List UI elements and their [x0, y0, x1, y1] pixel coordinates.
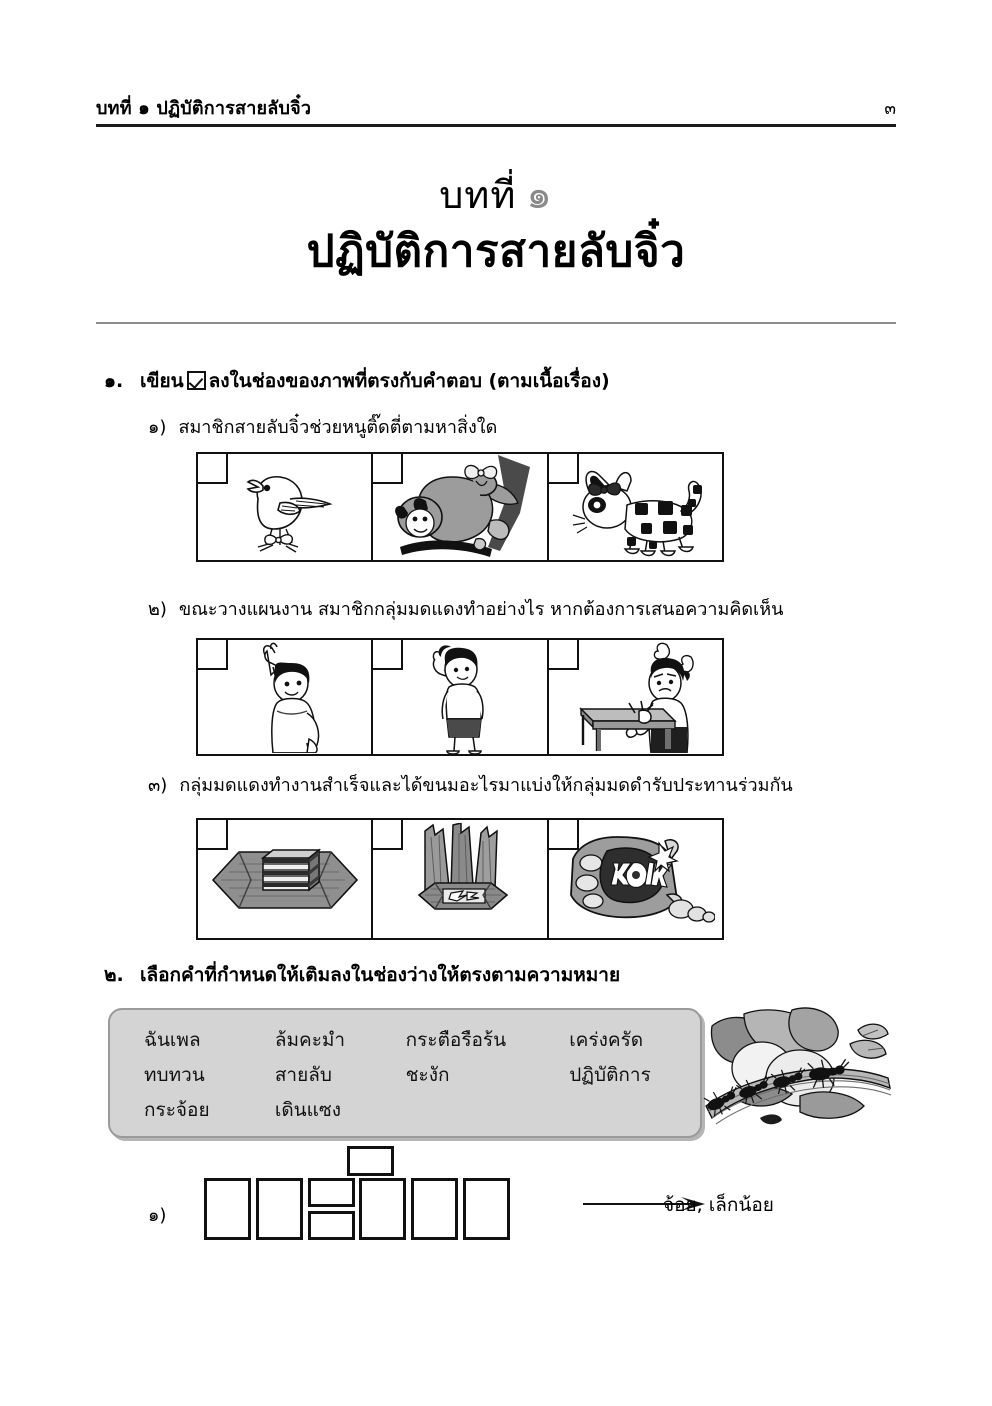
chapter-title-block	[96, 172, 896, 279]
word-bank-word[interactable]: กระจ้อย	[144, 1098, 210, 1121]
exercise-1-number: ๑.	[104, 370, 124, 392]
option-cell[interactable]	[549, 640, 722, 754]
chapter-number: ๑	[526, 172, 553, 218]
word-bank-word[interactable]: กระตือรือร้น	[405, 1028, 507, 1051]
exercise-1-instruction	[140, 366, 610, 396]
question-1-1	[148, 412, 497, 441]
puzzle-row-1	[148, 1148, 908, 1252]
puzzle-number: ๑)	[148, 1205, 167, 1226]
word-bank-word[interactable]: เคร่งครัด	[569, 1028, 644, 1051]
question-1-2-text: ขณะวางแผนงาน สมาชิกกลุ่มมดแดงทำอย่างไร หากต้องการเสนอความคิดเห็น	[178, 599, 784, 620]
question-1-3-options	[196, 818, 724, 940]
question-1-1-number: ๑)	[148, 417, 167, 438]
option-checkbox[interactable]	[549, 454, 579, 484]
header-divider	[96, 124, 896, 127]
question-1-2-options	[196, 638, 724, 756]
word-bank-word[interactable]: เดินแซง	[274, 1098, 342, 1121]
ants-on-branch-icon	[700, 1000, 895, 1148]
option-cell[interactable]	[549, 820, 722, 938]
exercise-1-heading	[104, 366, 610, 396]
option-cell[interactable]	[549, 454, 722, 560]
option-cell[interactable]	[373, 454, 548, 560]
puzzle-cell[interactable]	[359, 1178, 406, 1240]
option-checkbox[interactable]	[373, 454, 403, 484]
exercise-2-heading	[104, 960, 620, 990]
chapter-label: บทที่	[439, 173, 517, 217]
option-checkbox[interactable]	[549, 820, 579, 850]
puzzle-cell-upper-half[interactable]	[308, 1178, 355, 1207]
word-bank-word[interactable]: ชะงัก	[405, 1063, 450, 1086]
option-checkbox[interactable]	[549, 640, 579, 670]
question-1-1-options	[196, 452, 724, 562]
exercise-1-instruction-before: เขียน	[140, 370, 184, 392]
word-bank-word[interactable]: ฉันเพล	[144, 1028, 201, 1051]
word-bank-word[interactable]: ล้มคะมำ	[274, 1028, 346, 1051]
question-1-2	[148, 594, 783, 623]
option-checkbox[interactable]	[198, 640, 228, 670]
option-checkbox[interactable]	[198, 820, 228, 850]
word-bank-word[interactable]: ทบทวน	[144, 1063, 205, 1086]
puzzle-cell[interactable]	[256, 1178, 303, 1240]
word-bank-word[interactable]: ปฏิบัติการ	[569, 1063, 651, 1086]
page-title: ปฏิบัติการสายลับจิ๋ว	[306, 226, 686, 277]
checkmark-box-icon	[187, 371, 206, 390]
puzzle-cell[interactable]	[204, 1178, 251, 1240]
question-1-2-number: ๒)	[148, 599, 167, 620]
option-cell[interactable]	[198, 454, 373, 560]
chapter-label-line	[96, 172, 896, 218]
option-checkbox[interactable]	[373, 640, 403, 670]
page-number: ๓	[884, 99, 896, 119]
word-bank-row	[110, 1057, 700, 1092]
word-bank-row	[110, 1022, 700, 1057]
puzzle-cell[interactable]	[411, 1178, 458, 1240]
question-1-3	[148, 770, 793, 799]
running-head	[96, 86, 896, 118]
word-bank-word[interactable]: สายลับ	[274, 1063, 332, 1086]
chapter-divider	[96, 322, 896, 324]
question-1-3-number: ๓)	[148, 775, 168, 796]
puzzle-cell[interactable]	[463, 1178, 510, 1240]
question-1-1-text: สมาชิกสายลับจิ๋วช่วยหนูติ๊ดตี่ตามหาสิ่งใด	[178, 417, 498, 438]
question-1-3-text: กลุ่มมดแดงทำงานสำเร็จและได้ขนมอะไรมาแบ่งให้กลุ่มมดดำรับประทานร่วมกัน	[179, 775, 793, 796]
puzzle-cell-above[interactable]	[347, 1146, 394, 1176]
puzzle-cell-lower-half[interactable]	[308, 1211, 355, 1240]
option-cell[interactable]	[373, 640, 548, 754]
option-checkbox[interactable]	[198, 454, 228, 484]
running-head-title: บทที่ ๑ ปฏิบัติการสายลับจิ๋ว	[96, 98, 312, 119]
option-checkbox[interactable]	[373, 820, 403, 850]
word-bank	[108, 1008, 702, 1138]
option-cell[interactable]	[198, 640, 373, 754]
option-cell[interactable]	[198, 820, 373, 938]
exercise-2-instruction: เลือกคำที่กำหนดให้เติมลงในช่องว่างให้ตรงตามความหมาย	[140, 964, 621, 986]
exercise-1-instruction-after: ลงในช่องของภาพที่ตรงกับคำตอบ (ตามเนื้อเรื่อง)	[208, 370, 610, 392]
word-bank-row	[110, 1092, 700, 1127]
option-cell[interactable]	[373, 820, 548, 938]
puzzle-meaning: จ้อย, เล็กน้อย	[663, 1194, 774, 1216]
exercise-2-number: ๒.	[104, 964, 124, 986]
